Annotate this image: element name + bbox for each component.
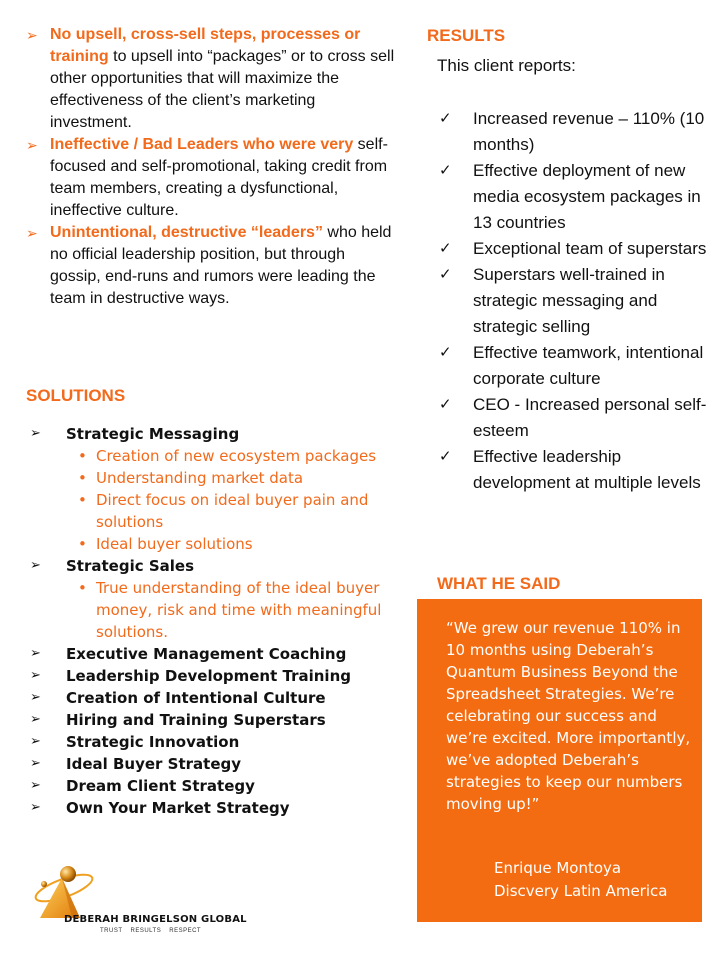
solution-label: Hiring and Training Superstars xyxy=(66,711,326,729)
arrow-bullet-icon: ➢ xyxy=(26,27,38,43)
problem-highlight: Unintentional, destructive “leaders” xyxy=(50,224,323,241)
testimonial-author: Enrique Montoya xyxy=(494,859,622,877)
solution-label: Own Your Market Strategy xyxy=(66,799,290,817)
solution-subitem-text: Ideal buyer solutions xyxy=(96,535,253,553)
arrow-bullet-icon: ➢ xyxy=(26,137,38,153)
testimonial-box xyxy=(417,599,702,922)
arrow-bullet-icon: ➢ xyxy=(30,800,41,815)
solution-subitem-text: Creation of new ecosystem packages xyxy=(96,447,377,465)
testimonial-company: Discvery Latin America xyxy=(494,882,668,900)
bullet-icon: • xyxy=(78,535,87,553)
result-text: Effective deployment of new media ecosystem packages in 13 countries xyxy=(473,161,701,232)
solution-label: Creation of Intentional Culture xyxy=(66,689,326,707)
bullet-icon: • xyxy=(78,469,87,487)
arrow-bullet-icon: ➢ xyxy=(30,734,41,749)
solution-label: Strategic Sales xyxy=(66,557,194,575)
result-item xyxy=(437,444,717,496)
solution-subitem xyxy=(66,533,406,555)
problem-text: to upsell into “packages” or to cross sell other opportunities that will maximize the effectiveness of the client’s marketing investment. xyxy=(50,48,395,131)
testimonial-heading: WHAT HE SAID xyxy=(437,574,561,593)
check-icon: ✓ xyxy=(439,240,452,257)
result-text: Exceptional team of superstars xyxy=(473,239,707,258)
result-text: Increased revenue – 110% (10 months) xyxy=(473,109,705,154)
result-item xyxy=(437,392,717,444)
check-icon: ✓ xyxy=(439,162,452,179)
logo-tagline xyxy=(100,928,209,934)
result-item xyxy=(437,262,717,340)
solution-sublist xyxy=(66,445,406,555)
check-icon: ✓ xyxy=(439,110,452,127)
arrow-bullet-icon: ➢ xyxy=(30,690,41,705)
solution-sublist xyxy=(66,577,406,643)
logo-company-name: DEBERAH BRINGELSON GLOBAL xyxy=(64,914,247,925)
problems-list xyxy=(26,24,396,310)
check-icon: ✓ xyxy=(439,396,452,413)
testimonial-attribution xyxy=(494,857,667,903)
solution-item xyxy=(26,775,406,797)
result-text: CEO - Increased personal self-esteem xyxy=(473,395,707,440)
logo-tagline-word: TRUST xyxy=(100,928,123,934)
solution-item xyxy=(26,555,406,643)
result-item xyxy=(437,236,717,262)
solution-item xyxy=(26,643,406,665)
result-item xyxy=(437,106,717,158)
arrow-bullet-icon: ➢ xyxy=(30,426,41,441)
solution-item xyxy=(26,665,406,687)
arrow-bullet-icon: ➢ xyxy=(30,778,41,793)
bullet-icon: • xyxy=(78,579,87,597)
result-text: Superstars well-trained in strategic messaging and strategic selling xyxy=(473,265,665,336)
solution-item xyxy=(26,687,406,709)
solution-item xyxy=(26,423,406,555)
solution-item xyxy=(26,753,406,775)
solution-label: Ideal Buyer Strategy xyxy=(66,755,242,773)
solution-subitem-text: Direct focus on ideal buyer pain and solutions xyxy=(96,491,369,531)
problem-highlight: Ineffective / Bad Leaders who were very xyxy=(50,136,354,153)
arrow-bullet-icon: ➢ xyxy=(30,668,41,683)
solution-subitem xyxy=(66,467,406,489)
arrow-bullet-icon: ➢ xyxy=(30,646,41,661)
arrow-bullet-icon: ➢ xyxy=(30,558,41,573)
solution-label: Strategic Messaging xyxy=(66,425,240,443)
results-intro: This client reports: xyxy=(437,56,576,75)
problem-item xyxy=(26,24,396,134)
solution-subitem xyxy=(66,577,406,643)
testimonial-quote: “We grew our revenue 110% in 10 months using Deberah’s Quantum Business Beyond the Spreadsheet Strategies. We’re celebrating our success and we’re excited. More importantly, we’ve adopted Deberah’s strategies to keep our numbers moving up!” xyxy=(446,619,691,813)
solution-label: Strategic Innovation xyxy=(66,733,240,751)
solution-subitem-text: True understanding of the ideal buyer money, risk and time with meaningful solutions. xyxy=(96,579,382,641)
bullet-icon: • xyxy=(78,447,87,465)
solution-subitem-text: Understanding market data xyxy=(96,469,304,487)
result-text: Effective leadership development at multiple levels xyxy=(473,447,701,492)
solution-item xyxy=(26,731,406,753)
arrow-bullet-icon: ➢ xyxy=(26,225,38,241)
check-icon: ✓ xyxy=(439,448,452,465)
logo-tagline-word: RESPECT xyxy=(169,928,202,934)
result-item xyxy=(437,340,717,392)
solution-label: Leadership Development Training xyxy=(66,667,351,685)
company-logo xyxy=(24,862,264,942)
solution-item xyxy=(26,709,406,731)
check-icon: ✓ xyxy=(439,344,452,361)
problem-text: self-focused and self-promotional, taking credit from team members, creating a dysfunctional, ineffective culture. xyxy=(50,136,388,219)
logo-tagline-word: RESULTS xyxy=(130,928,162,934)
result-text: Effective teamwork, intentional corporate culture xyxy=(473,343,704,388)
bullet-icon: • xyxy=(78,491,87,509)
problem-item xyxy=(26,222,396,310)
solutions-heading: SOLUTIONS xyxy=(26,386,126,405)
problem-item xyxy=(26,134,396,222)
solutions-list xyxy=(26,423,406,819)
problem-text: who held no official leadership position, but through gossip, end-runs and rumors were leading the team in destructive ways. xyxy=(50,224,392,307)
check-icon: ✓ xyxy=(439,266,452,283)
result-item xyxy=(437,158,717,236)
results-list xyxy=(437,106,717,496)
problem-highlight: No upsell, cross-sell steps, processes or training xyxy=(50,26,361,65)
solution-subitem xyxy=(66,445,406,467)
arrow-bullet-icon: ➢ xyxy=(30,712,41,727)
solution-label: Executive Management Coaching xyxy=(66,645,347,663)
solution-label: Dream Client Strategy xyxy=(66,777,255,795)
arrow-bullet-icon: ➢ xyxy=(30,756,41,771)
results-heading: RESULTS xyxy=(427,26,506,45)
solution-item xyxy=(26,797,406,819)
solution-subitem xyxy=(66,489,406,533)
